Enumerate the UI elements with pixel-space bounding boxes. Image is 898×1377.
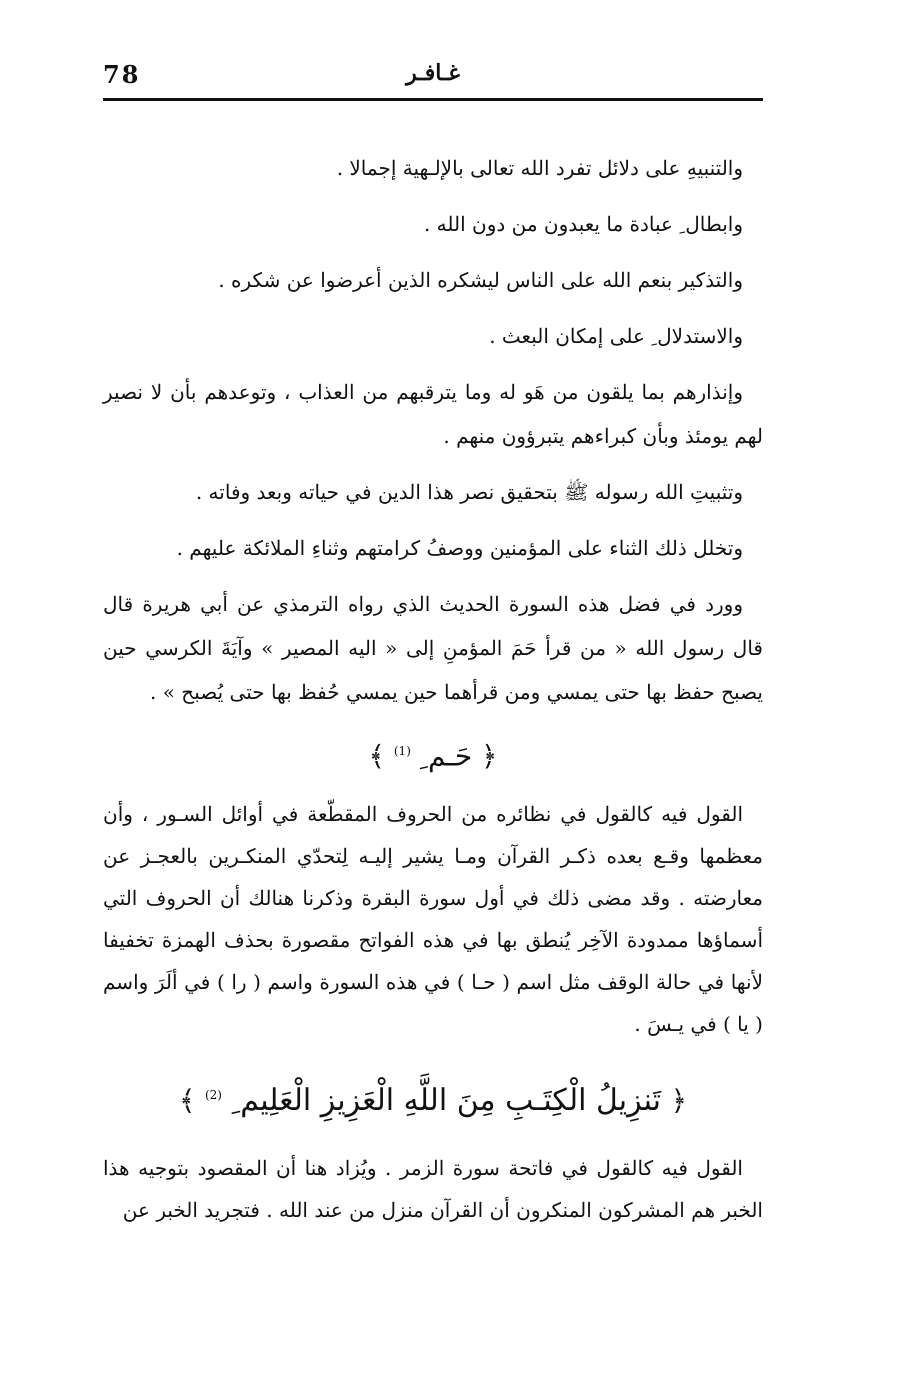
page-header bbox=[103, 58, 763, 101]
intro-point: وابطال ِ عبادة ما يعبدون من دون الله . bbox=[423, 212, 743, 236]
intro-point: والتنبيهِ على دلائل تفرد الله تعالى بالإلـهية إجمالا . bbox=[336, 156, 743, 180]
intro-point: والاستدلال ِ على إمكان البعث . bbox=[489, 324, 743, 348]
verse-heading-1 bbox=[103, 714, 763, 793]
commentary-paragraph: القول فيه كالقول في فاتحة سورة الزمر . ويُزاد هنا أن المقصود بتوجيه هذا الخبر هم المشركون المنكرون أن القرآن منزل من عند الله . فتجريد الخبر عن bbox=[103, 1156, 763, 1223]
ornate-bracket-open-icon: ﴿ bbox=[670, 1084, 687, 1118]
more-point: وتثبيتِ الله رسوله ﷺ بتحقيق نصر هذا الدين في حياته وبعد وفاته . bbox=[195, 480, 743, 504]
surah-title: غـافـر bbox=[406, 60, 460, 86]
ornate-bracket-close-icon: ﴾ bbox=[368, 739, 385, 773]
warning-paragraph: وإنذارهم بما يلقون من هَو له وما يترقبهم من العذاب ، وتوعدهم بأن لا نصير لهم يومئذ وبأن كبراءهم يتبرؤون منهم . bbox=[103, 380, 763, 448]
commentary-paragraph: القول فيه كالقول في نظائره من الحروف المقطّعة في أوائل السـور ، وأن معظمها وقـع بعده ذكـر القرآن ومـا يشير إليـه لِتحدّي المنكـرين بالعجـز عن معارضته . وقد مضى ذلك في أول سورة البقرة وذكرنا هنالك أن الحروف التي أسماؤها ممدودة الآخِر يُنطق بها في هذه الفواتح مقصورة بحذف الهمزة تخفيفا لأنها في حالة الوقف مثل اسم ( حـا ) في هذه السورة واسم ( را ) في ألَرَ واسم ( يا ) في يـسَ . bbox=[103, 802, 763, 1037]
ornate-bracket-close-icon: ﴾ bbox=[178, 1084, 196, 1118]
hadith-paragraph: وورد في فضل هذه السورة الحديث الذي رواه الترمذي عن أبي هريرة قال قال رسول الله « من قرأ حَمَ المؤمنِ إلى « اليه المصير » وآيَةَ الكرسي حين يصبح حفظ بها حتى يمسي ومن قرأهما حين يمسي حُفظ بها حتى يُصبح » . bbox=[103, 592, 763, 704]
ornate-bracket-open-icon: ﴿ bbox=[481, 739, 498, 773]
verse-text: حَـم ِ bbox=[419, 739, 473, 773]
verse-text: تَنزِيلُ الْكِتَـبِ مِنَ اللَّهِ الْعَزِيزِ الْعَلِيم ِ bbox=[231, 1083, 662, 1119]
page-body bbox=[103, 140, 763, 1231]
footnote-marker: (2) bbox=[204, 1088, 222, 1103]
page-number: 78 bbox=[103, 60, 141, 89]
more-point: وتخلل ذلك الثناء على المؤمنين ووصفُ كرامتهم وثناءِ الملائكة عليهم . bbox=[176, 536, 743, 560]
verse-heading-2 bbox=[103, 1055, 763, 1141]
footnote-marker: (1) bbox=[393, 744, 411, 758]
intro-point: والتذكير بنعم الله على الناس ليشكره الذين أعرضوا عن شكره . bbox=[218, 268, 743, 292]
